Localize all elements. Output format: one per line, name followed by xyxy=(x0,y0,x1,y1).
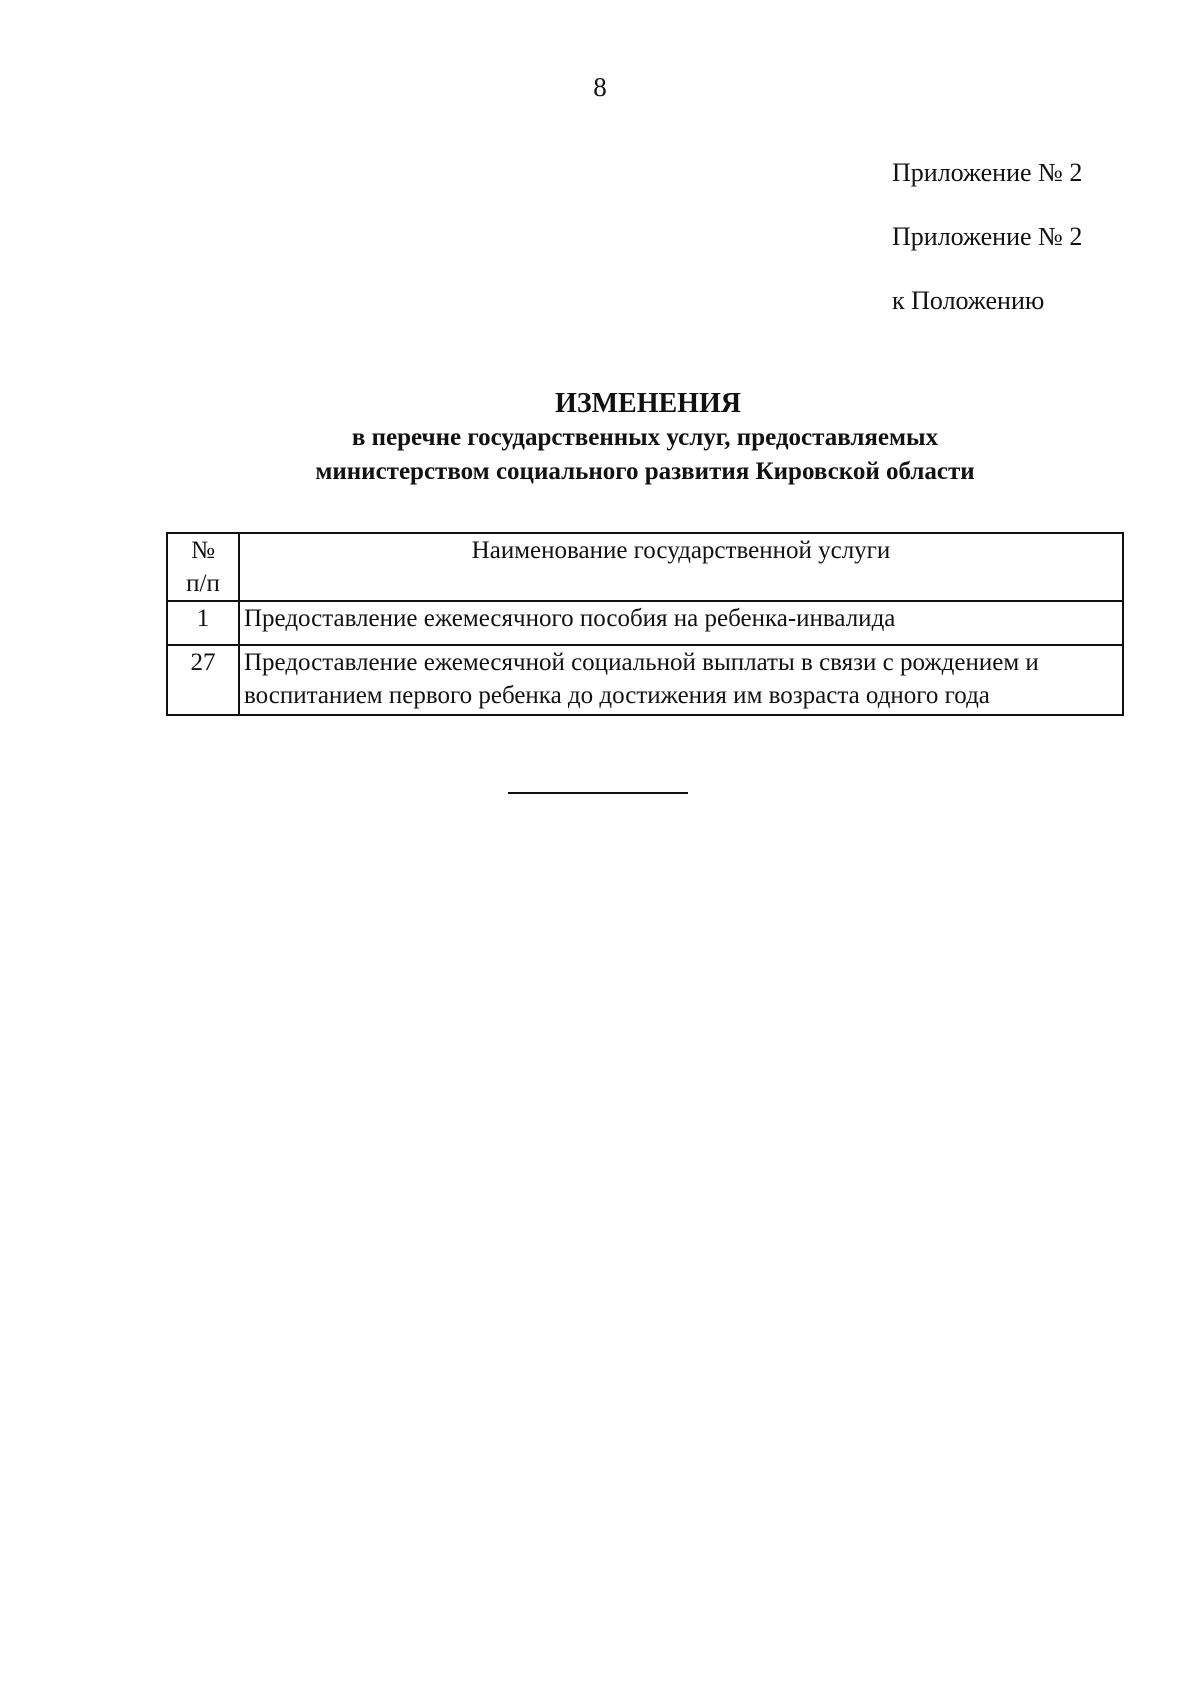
page-number: 8 xyxy=(593,72,607,102)
row-number: 1 xyxy=(167,601,239,645)
document-subtitle-line-2: министерством социального развития Кировской области xyxy=(315,458,975,485)
services-table xyxy=(166,532,1124,716)
service-name: Предоставление ежемесячного пособия на ребенка-инвалида xyxy=(239,601,1123,645)
appendix-label-repeat: Приложение № 2 xyxy=(892,222,1083,251)
service-name-column-header: Наименование государственной услуги xyxy=(239,533,1123,601)
row-number: 27 xyxy=(167,645,239,715)
table-header-row xyxy=(167,533,1123,601)
document-subtitle-line-1: в перечне государственных услуг, предоставляемых xyxy=(351,424,939,451)
document-title: ИЗМЕНЕНИЯ xyxy=(555,388,741,419)
table-row xyxy=(167,645,1123,715)
end-separator-line xyxy=(508,792,688,794)
service-name: Предоставление ежемесячной социальной выплаты в связи с рождением и воспитанием первого ребенка до достижения им возраста одного года xyxy=(239,645,1123,715)
number-header-symbol: № xyxy=(191,537,215,564)
number-header-abbrev: п/п xyxy=(186,570,220,597)
appendix-reference: к Положению xyxy=(892,286,1045,315)
number-column-header xyxy=(167,533,239,601)
appendix-label: Приложение № 2 xyxy=(892,158,1083,187)
table-row xyxy=(167,601,1123,645)
